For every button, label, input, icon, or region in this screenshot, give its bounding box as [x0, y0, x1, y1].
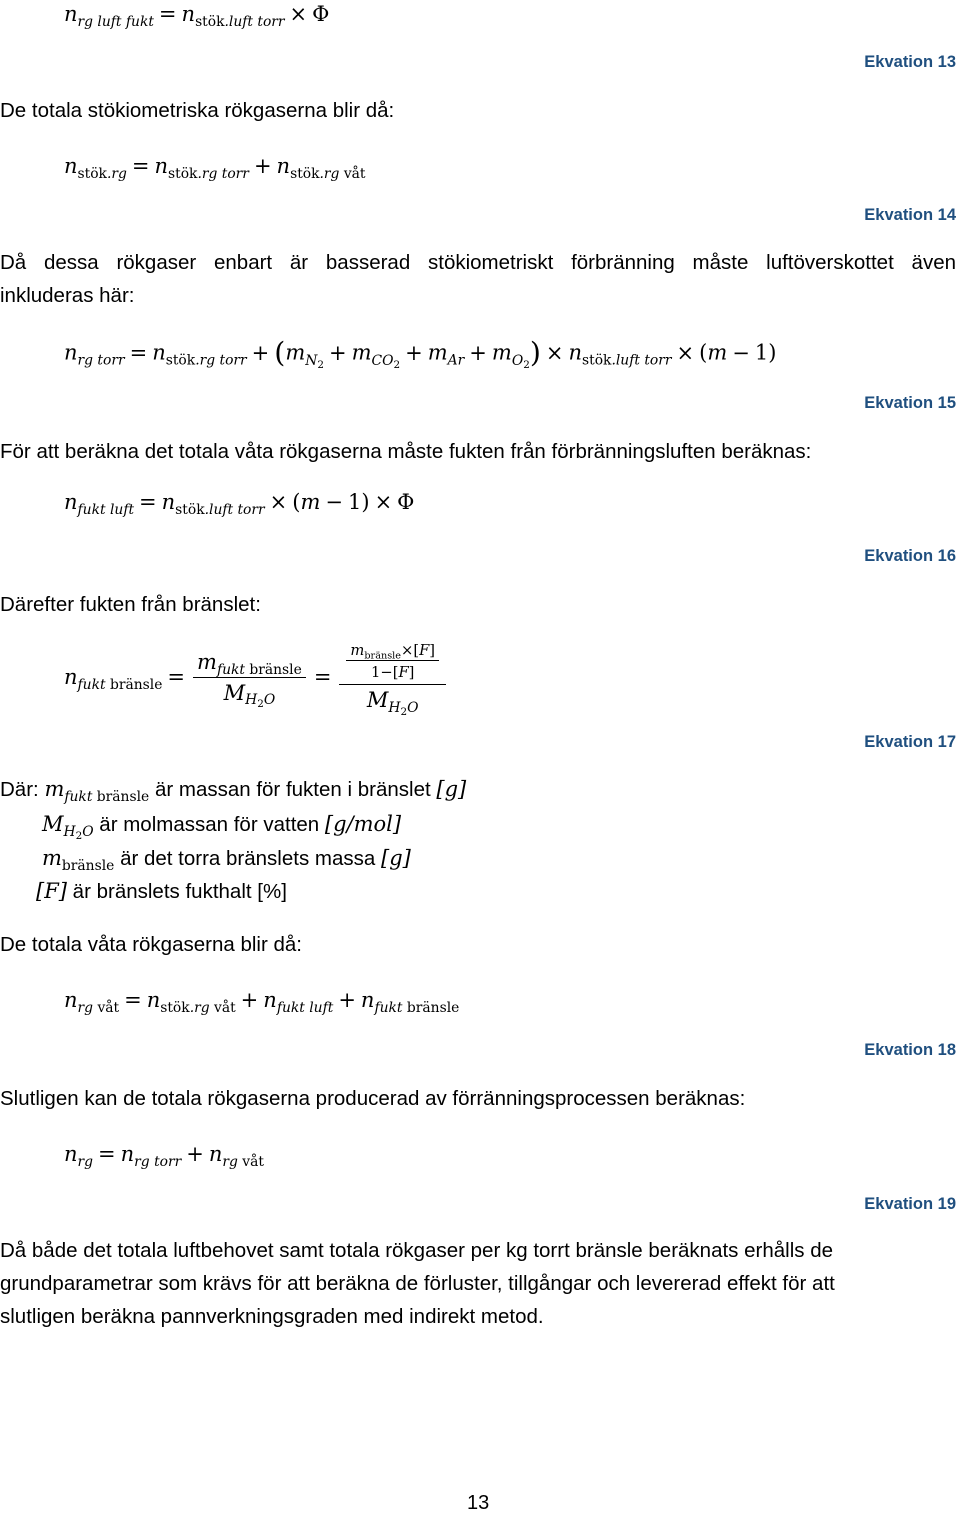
definition-2-text: är molmassan för vatten [99, 813, 320, 836]
definition-4-symbol: [F] [36, 879, 67, 903]
definition-dry-fuel-mass: $m_{bränsle}$ är det torra bränslets massa [g] [42, 846, 411, 874]
paragraph-total-wet-flue-gas: De totala våta rökgaserna blir då: [0, 933, 302, 956]
definition-fuel-moisture-mass: Där: $m_{fukt bränsle}$ är massan för fukten i bränslet [g] [0, 777, 467, 805]
equation-19: $n_{rg} = n_{rg torr} + n_{rg våt}$ [64, 1142, 264, 1170]
definition-3-unit: [g] [381, 846, 411, 870]
definition-1-text: är massan för fukten i bränslet [154, 778, 431, 801]
page-number: 13 [467, 1492, 490, 1514]
equation-13: $n_{rg luft fukt} = n_{stök.luft torr} \times \Phi$ [64, 2, 330, 30]
equation-14: $n_{stök.rg} = n_{stök.rg torr} + n_{stök.rg våt}$ [64, 154, 366, 182]
definition-fuel-moisture-content [36, 875, 287, 908]
equation-label-19: Ekvation 19 [864, 1195, 956, 1213]
definition-molar-mass-water: $M_{H_2O}$ är molmassan för vatten [g/mol] [42, 812, 402, 842]
definition-prefix: Där: [0, 778, 39, 801]
equation-label-14: Ekvation 14 [864, 206, 956, 224]
paragraph-stoichiometric-flue-gas: De totala stökiometriska rökgaserna blir då: [0, 99, 395, 122]
definition-4-unit: [%] [257, 880, 287, 903]
paragraph-excess-air-line-1: Då dessa rökgaser enbart är basserad stökiometriskt förbränning måste luftöverskottet även [0, 251, 956, 274]
definition-2-unit: [g/mol] [324, 812, 402, 836]
definition-3-text: är det torra bränslets massa [120, 847, 376, 870]
equation-label-16: Ekvation 16 [864, 547, 956, 565]
equation-label-17: Ekvation 17 [864, 733, 956, 751]
paragraph-conclusion-line-2: grundparametrar som krävs för att beräkna de förluster, tillgångar och levererad effekt för att [0, 1272, 835, 1295]
definition-4-text: är bränslets fukthalt [72, 880, 252, 903]
paragraph-excess-air-line-2: inkluderas här: [0, 284, 135, 307]
paragraph-conclusion-line-1: Då både det totala luftbehovet samt totala rökgaser per kg torrt bränsle beräknats erhålls de [0, 1239, 834, 1262]
equation-17: $n_{fukt bränsle}$ = $\frac{m_{fukt bränsle}}{M_{H_2O}}$ = $\frac{\frac{m_{bränsle}\times[F]}{1-[F]}}{M_{H_2O}}$ [64, 642, 449, 712]
paragraph-combustion-air-moisture: För att beräkna det totala våta rökgaserna måste fukten från förbränningsluften beräknas: [0, 440, 812, 463]
equation-18: $n_{rg våt} = n_{stök.rg våt} + n_{fukt luft} + n_{fukt bränsle}$ [64, 988, 460, 1016]
equation-16: $n_{fukt luft} = n_{stök.luft torr} \times (m - 1) \times \Phi$ [64, 490, 415, 518]
equation-label-13: Ekvation 13 [864, 53, 956, 71]
equation-label-18: Ekvation 18 [864, 1041, 956, 1059]
equation-label-15: Ekvation 15 [864, 394, 956, 412]
paragraph-total-flue-gas: Slutligen kan de totala rökgaserna producerad av förränningsprocessen beräknas: [0, 1087, 746, 1110]
paragraph-conclusion-line-3: slutligen beräkna pannverkningsgraden med indirekt metod. [0, 1305, 544, 1328]
equation-15: $n_{rg torr} = n_{stök.rg torr} + (m_{N_2} + m_{CO_2} + m_{Ar} + m_{O_2}) \times n_{stök.luft torr} \times (m - 1)$ [64, 336, 777, 371]
definition-1-unit: [g] [436, 777, 467, 801]
paragraph-fuel-moisture: Därefter fukten från bränslet: [0, 593, 261, 616]
